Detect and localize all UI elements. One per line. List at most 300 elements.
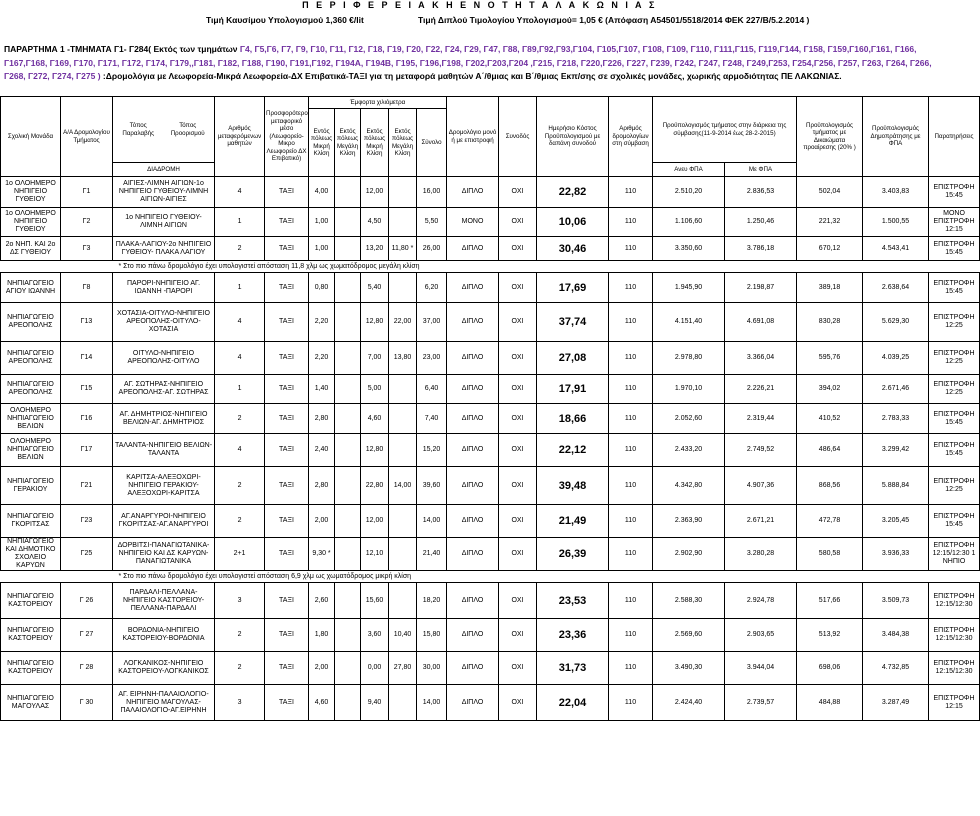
cell-km2 <box>335 467 361 505</box>
cell-km3: 5,00 <box>361 375 389 404</box>
cell-students: 4 <box>215 177 265 208</box>
cell-num-routes: 110 <box>609 237 653 261</box>
table-row <box>1 652 980 685</box>
cell-route-id: Γ 26 <box>61 583 113 619</box>
cell-km2 <box>335 583 361 619</box>
cell-route: ΔΟΡΒΙΤΣΙ-ΠΑΝΑΓΙΩΤΑΝΙΚΑ-ΝΗΠΙΓΕΙΟ ΚΑΙ ΔΣ ΚΑΡΥΩΝ-ΠΑΝΑΓΙΩΤΑΝΙΚΑ <box>113 538 215 571</box>
cell-escort: ΟΧΙ <box>499 652 537 685</box>
cell-daily-cost: 17,69 <box>537 273 609 303</box>
cell-school: ΝΗΠΙΑΓΩΓΕΙΟ ΚΑΣΤΟΡΕΙΟΥ <box>1 652 61 685</box>
cell-total: 16,00 <box>417 177 447 208</box>
cell-budget-option: 394,02 <box>797 375 863 404</box>
cell-budget-public: 2.638,64 <box>863 273 929 303</box>
cell-km1: 2,80 <box>309 467 335 505</box>
cell-route: ΑΓ.ΑΝΑΡΓΥΡΟΙ-ΝΗΠΙΓΕΙΟ ΓΚΟΡΙΤΣΑΣ-ΑΓ.ΑΝΑΡΓΥΡΟΙ <box>113 505 215 538</box>
cell-km3: 5,40 <box>361 273 389 303</box>
cell-total: 14,00 <box>417 685 447 721</box>
cell-km2 <box>335 685 361 721</box>
cell-km3: 7,00 <box>361 342 389 375</box>
cell-daily-cost: 21,49 <box>537 505 609 538</box>
table-row <box>1 538 980 571</box>
cell-budget-public: 2.671,46 <box>863 375 929 404</box>
table-row <box>1 237 980 261</box>
cell-daily-cost: 23,36 <box>537 619 609 652</box>
cell-no-vat: 2.363,90 <box>653 505 725 538</box>
cell-with-vat: 3.944,04 <box>725 652 797 685</box>
cell-students: 2 <box>215 237 265 261</box>
cell-num-routes: 110 <box>609 208 653 237</box>
cell-mono: ΔΙΠΛΟ <box>447 177 499 208</box>
cell-budget-public: 2.783,33 <box>863 404 929 434</box>
cell-with-vat: 1.250,46 <box>725 208 797 237</box>
cell-route: ΒΟΡΔΟΝΙΑ-ΝΗΠΙΓΕΙΟ ΚΑΣΤΟΡΕΙΟΥ-ΒΟΡΔΟΝΙΑ <box>113 619 215 652</box>
cell-km3: 0,00 <box>361 652 389 685</box>
cell-notes: ΕΠΙΣΤΡΟΦΗ 12:15 <box>929 685 980 721</box>
cell-km3: 9,40 <box>361 685 389 721</box>
cell-notes: ΕΠΙΣΤΡΟΦΗ 15:45 <box>929 177 980 208</box>
cell-route-id: Γ2 <box>61 208 113 237</box>
cell-notes: ΕΠΙΣΤΡΟΦΗ 12:25 <box>929 467 980 505</box>
cell-budget-option: 502,04 <box>797 177 863 208</box>
cell-km4: 22,00 <box>389 303 417 342</box>
cell-total: 18,20 <box>417 583 447 619</box>
col-budget-public: Προϋπολογισμός Δημοπράτησης με ΦΠΑ <box>863 97 929 177</box>
cell-students: 2 <box>215 619 265 652</box>
cell-daily-cost: 31,73 <box>537 652 609 685</box>
cell-with-vat: 2.836,53 <box>725 177 797 208</box>
cell-route: 1ο ΝΗΠΙΓΕΙΟ ΓΥΘΕΙΟΥ-ΛΙΜΝΗ ΑΙΓΙΩΝ <box>113 208 215 237</box>
table-row <box>1 375 980 404</box>
cell-vehicle: ΤΑΞΙ <box>265 434 309 467</box>
cell-total: 6,40 <box>417 375 447 404</box>
cell-vehicle: ΤΑΞΙ <box>265 467 309 505</box>
cell-students: 1 <box>215 273 265 303</box>
col-with-vat: Με ΦΠΑ <box>725 163 797 177</box>
cell-km2 <box>335 404 361 434</box>
cell-km3: 13,20 <box>361 237 389 261</box>
cell-school: ΝΗΠΙΑΓΩΓΕΙΟ ΚΑΣΤΟΡΕΙΟΥ <box>1 619 61 652</box>
cell-route-id: Γ 30 <box>61 685 113 721</box>
cell-mono: ΔΙΠΛΟ <box>447 467 499 505</box>
cell-escort: ΟΧΙ <box>499 538 537 571</box>
cell-school: ΝΗΠΙΑΓΩΓΕΙΟ ΚΑΣΤΟΡΕΙΟΥ <box>1 583 61 619</box>
cell-num-routes: 110 <box>609 177 653 208</box>
cell-budget-option: 517,66 <box>797 583 863 619</box>
cell-km1: 1,80 <box>309 619 335 652</box>
cell-mono: ΔΙΠΛΟ <box>447 237 499 261</box>
table-row <box>1 303 980 342</box>
cell-escort: ΟΧΙ <box>499 434 537 467</box>
cell-no-vat: 3.350,60 <box>653 237 725 261</box>
cell-km4 <box>389 404 417 434</box>
cell-no-vat: 4.151,40 <box>653 303 725 342</box>
cell-num-routes: 110 <box>609 652 653 685</box>
cell-escort: ΟΧΙ <box>499 273 537 303</box>
col-school: Σχολική Μονάδα <box>1 97 61 177</box>
cell-daily-cost: 39,48 <box>537 467 609 505</box>
cell-route-id: Γ23 <box>61 505 113 538</box>
cell-km1: 2,20 <box>309 303 335 342</box>
cell-km4: 10,40 <box>389 619 417 652</box>
cell-budget-public: 3.287,49 <box>863 685 929 721</box>
cell-route: ΠΑΡΟΡΙ-ΝΗΠΙΓΕΙΟ ΑΓ. ΙΩΑΝΝΗ -ΠΑΡΟΡΙ <box>113 273 215 303</box>
cell-daily-cost: 10,06 <box>537 208 609 237</box>
cell-km4 <box>389 685 417 721</box>
cell-daily-cost: 22,12 <box>537 434 609 467</box>
cell-km1: 2,40 <box>309 434 335 467</box>
table-row <box>1 404 980 434</box>
col-total: Σύνολο <box>417 109 447 177</box>
cell-mono: ΔΙΠΛΟ <box>447 404 499 434</box>
cell-km1: 1,40 <box>309 375 335 404</box>
cell-escort: ΟΧΙ <box>499 467 537 505</box>
cell-school: ΟΛΟΗΜΕΡΟ ΝΗΠΙΑΓΩΓΕΙΟ ΒΕΛΙΩΝ <box>1 434 61 467</box>
cell-vehicle: ΤΑΞΙ <box>265 685 309 721</box>
cell-escort: ΟΧΙ <box>499 303 537 342</box>
cell-no-vat: 2.052,60 <box>653 404 725 434</box>
cell-km4 <box>389 434 417 467</box>
cell-notes: ΕΠΙΣΤΡΟΦΗ 15:45 <box>929 273 980 303</box>
cell-budget-public: 3.205,45 <box>863 505 929 538</box>
cell-escort: ΟΧΙ <box>499 208 537 237</box>
cell-escort: ΟΧΙ <box>499 404 537 434</box>
col-dest: Τόπος Προορισμού <box>170 122 205 137</box>
cell-school: ΝΗΠΙΑΓΩΓΕΙΟ ΑΓΙΟΥ ΙΩΑΝΝΗ <box>1 273 61 303</box>
cell-with-vat: 4.907,36 <box>725 467 797 505</box>
cell-budget-public: 4.039,25 <box>863 342 929 375</box>
cell-route-id: Γ8 <box>61 273 113 303</box>
cell-budget-public: 5.629,30 <box>863 303 929 342</box>
cell-with-vat: 3.786,18 <box>725 237 797 261</box>
cell-km2 <box>335 652 361 685</box>
cell-escort: ΟΧΙ <box>499 685 537 721</box>
cell-km1: 9,30 * <box>309 538 335 571</box>
cell-school: ΝΗΠΙΑΓΩΓΕΙΟ ΜΑΓΟΥΛΑΣ <box>1 685 61 721</box>
cell-km2 <box>335 303 361 342</box>
cell-mono: ΜΟΝΟ <box>447 208 499 237</box>
cell-budget-option: 484,88 <box>797 685 863 721</box>
col-students: Αριθμός μεταφερόμενων μαθητών <box>215 97 265 177</box>
cell-budget-option: 580,58 <box>797 538 863 571</box>
cell-route-id: Γ1 <box>61 177 113 208</box>
table-note-row <box>1 261 980 273</box>
cell-km1: 2,00 <box>309 505 335 538</box>
cell-vehicle: ΤΑΞΙ <box>265 342 309 375</box>
cell-no-vat: 2.569,60 <box>653 619 725 652</box>
cell-escort: ΟΧΙ <box>499 375 537 404</box>
cell-km4 <box>389 375 417 404</box>
cell-with-vat: 2.739,57 <box>725 685 797 721</box>
col-budget-option: Προϋπολογισμός τμήματος με Δικαιώματα προαίρεσης (20% ) <box>797 97 863 177</box>
cell-budget-option: 486,64 <box>797 434 863 467</box>
col-route-id: Α/Α Δρομολογίου Τμήματος <box>61 97 113 177</box>
cell-route: ΛΟΓΚΑΝΙΚΟΣ-ΝΗΠΙΓΕΙΟ ΚΑΣΤΟΡΕΙΟΥ-ΛΟΓΚΑΝΙΚΟΣ <box>113 652 215 685</box>
cell-vehicle: ΤΑΞΙ <box>265 404 309 434</box>
cell-notes: ΕΠΙΣΤΡΟΦΗ 12:25 <box>929 375 980 404</box>
cell-km4 <box>389 583 417 619</box>
cell-total: 37,00 <box>417 303 447 342</box>
cell-school: 1ο ΟΛΟΗΜΕΡΟ ΝΗΠΙΓΕΙΟ ΓΥΘΕΙΟΥ <box>1 177 61 208</box>
cell-num-routes: 110 <box>609 467 653 505</box>
col-mono: Δρομολόγιο μονό ή με επιστροφή <box>447 97 499 177</box>
cell-km3: 3,60 <box>361 619 389 652</box>
cell-km3: 22,80 <box>361 467 389 505</box>
cell-notes: ΕΠΙΣΤΡΟΦΗ 15:45 <box>929 434 980 467</box>
cell-km1: 1,00 <box>309 237 335 261</box>
cell-mono: ΔΙΠΛΟ <box>447 505 499 538</box>
cell-num-routes: 110 <box>609 273 653 303</box>
cell-daily-cost: 18,66 <box>537 404 609 434</box>
annex-excluded: Γ4, Γ5,Γ6, Γ7, Γ9, Γ10, Γ11, Γ12, Γ18, Γ19, Γ20, Γ22, Γ24, Γ29, Γ47, Γ88, Γ89,Γ92,Γ93,Γ104, Γ105,Γ107, Γ108, Γ109, Γ110, Γ111,Γ115, Γ119,Γ144, Γ158, Γ159,Γ160,Γ161, Γ166, Γ167,Γ168, Γ169, Γ170, Γ171, Γ172, Γ174, Γ179,,Γ181, Γ182, Γ188, Γ190, Γ191,Γ192, Γ194Α, Γ194Β, Γ195, Γ196,Γ198, Γ202,Γ203,Γ204 ,Γ215, Γ218, Γ220,Γ226, Γ227, Γ239, Γ242, Γ247, Γ248, Γ249,Γ253, Γ254,Γ256, Γ257, Γ263, Γ264, Γ266, Γ268, Γ272, Γ274, Γ275 ) <box>4 44 932 81</box>
cell-route: ΤΑΛΑΝΤΑ-ΝΗΠΙΓΕΙΟ ΒΕΛΙΩΝ-ΤΑΛΑΝΤΑ <box>113 434 215 467</box>
cell-budget-option: 698,06 <box>797 652 863 685</box>
cell-route: ΟΙΤΥΛΟ-ΝΗΠΙΓΕΙΟ ΑΡΕΟΠΟΛΗΣ-ΟΙΤΥΛΟ <box>113 342 215 375</box>
cell-km4: 14,00 <box>389 467 417 505</box>
cell-total: 7,40 <box>417 404 447 434</box>
cell-km2 <box>335 505 361 538</box>
cell-route-id: Γ17 <box>61 434 113 467</box>
cell-mono: ΔΙΠΛΟ <box>447 685 499 721</box>
cell-escort: ΟΧΙ <box>499 619 537 652</box>
region-header: Π Ε Ρ Ι Φ Ε Ρ Ε Ι Α Κ Η Ε Ν Ο Τ Η Τ Α Λ Α Κ Ω Ν Ι Α Σ <box>302 0 657 10</box>
cell-budget-option: 868,56 <box>797 467 863 505</box>
cell-with-vat: 2.671,21 <box>725 505 797 538</box>
cell-route-id: Γ21 <box>61 467 113 505</box>
cell-km4: 13,80 <box>389 342 417 375</box>
table-row <box>1 208 980 237</box>
cell-route-id: Γ16 <box>61 404 113 434</box>
cell-route: ΑΓ. ΣΩΤΗΡΑΣ-ΝΗΠΙΓΕΙΟ ΑΡΕΟΠΟΛΗΣ-ΑΓ. ΣΩΤΗΡΑΣ <box>113 375 215 404</box>
cell-vehicle: ΤΑΞΙ <box>265 538 309 571</box>
annex-suffix: :Δρομολόγια με Λεωφορεία-Μικρά Λεωφορεία-ΔΧ Επιβατικά-ΤΑΞΙ για τη μεταφορά μαθητών Α΄/θμιας και Β΄/θμιας Εκπ/σης σε σχολικές μονάδες, χωρικής αρμοδιότητας ΠΕ ΛΑΚΩΝΙΑΣ. <box>100 71 842 81</box>
cell-mono: ΔΙΠΛΟ <box>447 619 499 652</box>
cell-no-vat: 1.970,10 <box>653 375 725 404</box>
cell-total: 15,20 <box>417 434 447 467</box>
cell-vehicle: ΤΑΞΙ <box>265 583 309 619</box>
table-row <box>1 273 980 303</box>
col-km4: Εκτός πόλεως Μεγάλη Κλίση <box>389 109 417 177</box>
cell-notes: ΕΠΙΣΤΡΟΦΗ 12:15/12:30 <box>929 583 980 619</box>
cell-total: 23,00 <box>417 342 447 375</box>
col-places <box>113 97 215 163</box>
cell-budget-public: 3.936,33 <box>863 538 929 571</box>
cell-km3: 4,50 <box>361 208 389 237</box>
cell-budget-option: 410,52 <box>797 404 863 434</box>
cell-km3: 12,80 <box>361 303 389 342</box>
col-daily-cost: Ημερήσιο Κόστος Προϋπολογισμού με δαπάνη συνοδού <box>537 97 609 177</box>
cell-students: 4 <box>215 342 265 375</box>
cell-vehicle: ΤΑΞΙ <box>265 273 309 303</box>
cell-no-vat: 1.106,60 <box>653 208 725 237</box>
cell-num-routes: 110 <box>609 505 653 538</box>
cell-km4: 11,80 * <box>389 237 417 261</box>
annex-title <box>4 43 955 84</box>
cell-budget-public: 4.543,41 <box>863 237 929 261</box>
cell-with-vat: 2.226,21 <box>725 375 797 404</box>
cell-total: 5,50 <box>417 208 447 237</box>
cell-no-vat: 2.424,40 <box>653 685 725 721</box>
cell-mono: ΔΙΠΛΟ <box>447 652 499 685</box>
cell-notes: ΕΠΙΣΤΡΟΦΗ 12:15/12:30 <box>929 652 980 685</box>
cell-route: ΑΙΓΙΕΣ-ΛΙΜΝΗ ΑΙΓΙΩΝ-1ο ΝΗΠΙΓΕΙΟ ΓΥΘΕΙΟΥ-ΛΙΜΝΗ ΑΙΓΙΩΝ-ΑΙΓΙΕΣ <box>113 177 215 208</box>
cell-mono: ΔΙΠΛΟ <box>447 273 499 303</box>
cell-km3: 12,80 <box>361 434 389 467</box>
cell-mono: ΔΙΠΛΟ <box>447 342 499 375</box>
cell-with-vat: 2.924,78 <box>725 583 797 619</box>
cell-with-vat: 3.366,04 <box>725 342 797 375</box>
routes-table <box>0 96 980 721</box>
cell-num-routes: 110 <box>609 342 653 375</box>
col-km1: Εντός πόλεως Μικρή Κλίση <box>309 109 335 177</box>
cell-with-vat: 4.691,08 <box>725 303 797 342</box>
table-row <box>1 434 980 467</box>
cell-route: ΑΓ. ΔΗΜΗΤΡΙΟΣ-ΝΗΠΙΓΕΙΟ ΒΕΛΙΩΝ-ΑΓ. ΔΗΜΗΤΡΙΟΣ <box>113 404 215 434</box>
cell-km1: 2,00 <box>309 652 335 685</box>
table-row <box>1 467 980 505</box>
cell-route-id: Γ3 <box>61 237 113 261</box>
cell-route-id: Γ13 <box>61 303 113 342</box>
cell-budget-option: 830,28 <box>797 303 863 342</box>
table-row <box>1 619 980 652</box>
cell-no-vat: 2.978,80 <box>653 342 725 375</box>
cell-vehicle: ΤΑΞΙ <box>265 505 309 538</box>
cell-notes: ΕΠΙΣΤΡΟΦΗ 15:45 <box>929 237 980 261</box>
cell-escort: ΟΧΙ <box>499 342 537 375</box>
cell-daily-cost: 22,82 <box>537 177 609 208</box>
cell-route-id: Γ 28 <box>61 652 113 685</box>
cell-school: ΝΗΠΙΑΓΩΓΕΙΟ ΓΕΡΑΚΙΟΥ <box>1 467 61 505</box>
cell-vehicle: ΤΑΞΙ <box>265 375 309 404</box>
cell-daily-cost: 30,46 <box>537 237 609 261</box>
cell-num-routes: 110 <box>609 583 653 619</box>
cell-km3: 12,10 <box>361 538 389 571</box>
cell-students: 2 <box>215 467 265 505</box>
cell-total: 6,20 <box>417 273 447 303</box>
cell-route: ΠΑΡΔΑΛΙ-ΠΕΛΛΑΝΑ-ΝΗΠΙΓΕΙΟ ΚΑΣΤΟΡΕΙΟΥ-ΠΕΛΛΑΝΑ-ΠΑΡΔΑΛΙ <box>113 583 215 619</box>
cell-with-vat: 2.198,87 <box>725 273 797 303</box>
cell-total: 30,00 <box>417 652 447 685</box>
cell-km1: 2,60 <box>309 583 335 619</box>
cell-km1: 4,00 <box>309 177 335 208</box>
cell-students: 3 <box>215 583 265 619</box>
cell-daily-cost: 22,04 <box>537 685 609 721</box>
cell-num-routes: 110 <box>609 685 653 721</box>
cell-km1: 2,20 <box>309 342 335 375</box>
table-row <box>1 685 980 721</box>
cell-no-vat: 2.588,30 <box>653 583 725 619</box>
col-notes: Παρατηρήσεις <box>929 97 980 177</box>
cell-km2 <box>335 208 361 237</box>
table-body <box>1 177 980 721</box>
cell-km4 <box>389 177 417 208</box>
cell-budget-option: 472,78 <box>797 505 863 538</box>
cell-route-id: Γ25 <box>61 538 113 571</box>
cell-daily-cost: 26,39 <box>537 538 609 571</box>
col-km2: Εκτός πόλεως Μεγάλη Κλίση <box>335 109 361 177</box>
cell-route: ΚΑΡΙΤΣΑ-ΑΛΕΞΟΧΩΡΙ-ΝΗΠΙΓΕΙΟ ΓΕΡΑΚΙΟΥ-ΑΛΕΞΟΧΩΡΙ-ΚΑΡΙΤΣΑ <box>113 467 215 505</box>
cell-budget-option: 670,12 <box>797 237 863 261</box>
table-header <box>1 97 980 177</box>
cell-notes: ΜΟΝΟ ΕΠΙΣΤΡΟΦΗ 12:15 <box>929 208 980 237</box>
cell-escort: ΟΧΙ <box>499 505 537 538</box>
cell-mono: ΔΙΠΛΟ <box>447 583 499 619</box>
cell-notes: ΕΠΙΣΤΡΟΦΗ 12:15/12:30 1 ΝΗΠΙΟ <box>929 538 980 571</box>
col-km-group: Έμφορτα χιλιόμετρα <box>309 97 447 109</box>
col-route: ΔΙΑΔΡΟΜΗ <box>113 163 215 177</box>
cell-notes: ΕΠΙΣΤΡΟΦΗ 15:45 <box>929 404 980 434</box>
cell-km4: 27,80 <box>389 652 417 685</box>
cell-budget-option: 595,76 <box>797 342 863 375</box>
cell-daily-cost: 17,91 <box>537 375 609 404</box>
cell-school: ΝΗΠΙΑΓΩΓΕΙΟ ΑΡΕΟΠΟΛΗΣ <box>1 375 61 404</box>
cell-budget-public: 3.403,83 <box>863 177 929 208</box>
col-vehicle: Προσφορότερο μεταφορικό μέσο (Λεωφορείο-Μικρο Λεωφορείο ΔΧ Επιβατικό) <box>265 97 309 177</box>
cell-escort: ΟΧΙ <box>499 583 537 619</box>
cell-with-vat: 2.319,44 <box>725 404 797 434</box>
col-pickup: Τόπος Παραλαβής <box>122 122 155 137</box>
cell-km4 <box>389 505 417 538</box>
col-num-routes: Αριθμός δρομολογίων στη σύμβαση <box>609 97 653 177</box>
cell-num-routes: 110 <box>609 619 653 652</box>
cell-km2 <box>335 375 361 404</box>
cell-escort: ΟΧΙ <box>499 237 537 261</box>
cell-with-vat: 2.749,52 <box>725 434 797 467</box>
table-note-row <box>1 571 980 583</box>
cell-km2 <box>335 434 361 467</box>
table-row <box>1 505 980 538</box>
cell-num-routes: 110 <box>609 434 653 467</box>
cell-budget-public: 1.500,55 <box>863 208 929 237</box>
cell-notes: ΕΠΙΣΤΡΟΦΗ 12:25 <box>929 303 980 342</box>
cell-mono: ΔΙΠΛΟ <box>447 434 499 467</box>
cell-total: 26,00 <box>417 237 447 261</box>
cell-route-id: Γ 27 <box>61 619 113 652</box>
cell-no-vat: 3.490,30 <box>653 652 725 685</box>
cell-km4 <box>389 538 417 571</box>
table-row <box>1 342 980 375</box>
cell-total: 15,80 <box>417 619 447 652</box>
cell-km2 <box>335 538 361 571</box>
cell-school: 2ο ΝΗΠ. ΚΑΙ 2ο ΔΣ ΓΥΘΕΙΟΥ <box>1 237 61 261</box>
cell-students: 2+1 <box>215 538 265 571</box>
cell-km2 <box>335 619 361 652</box>
cell-route: ΑΓ. ΕΙΡΗΝΗ-ΠΑΛΑΙΟΛΟΓΙΟ-ΝΗΠΙΓΕΙΟ ΜΑΓΟΥΛΑΣ-ΠΑΛΑΙΟΛΟΓΙΟ-ΑΓ.ΕΙΡΗΝΗ <box>113 685 215 721</box>
cell-km1: 4,60 <box>309 685 335 721</box>
cell-total: 39,60 <box>417 467 447 505</box>
cell-km1: 2,80 <box>309 404 335 434</box>
cell-daily-cost: 23,53 <box>537 583 609 619</box>
col-no-vat: Ανευ ΦΠΑ <box>653 163 725 177</box>
cell-num-routes: 110 <box>609 375 653 404</box>
cell-budget-public: 3.484,38 <box>863 619 929 652</box>
cell-school: ΟΛΟΗΜΕΡΟ ΝΗΠΙΑΓΩΓΕΙΟ ΒΕΛΙΩΝ <box>1 404 61 434</box>
cell-budget-public: 4.732,85 <box>863 652 929 685</box>
cell-km2 <box>335 342 361 375</box>
double-price: Τιμή Διπλού Τιμολογίου Υπολογισμού= 1,05 € (Απόφαση Α54501/5518/2014 ΦΕΚ 227/Β/5.2.2014 ) <box>418 15 810 25</box>
cell-students: 2 <box>215 652 265 685</box>
cell-vehicle: ΤΑΞΙ <box>265 619 309 652</box>
cell-budget-option: 513,92 <box>797 619 863 652</box>
cell-notes: ΕΠΙΣΤΡΟΦΗ 12:25 <box>929 342 980 375</box>
cell-with-vat: 3.280,28 <box>725 538 797 571</box>
cell-route-id: Γ15 <box>61 375 113 404</box>
cell-students: 1 <box>215 375 265 404</box>
table-row <box>1 583 980 619</box>
cell-school: ΝΗΠΙΑΓΩΓΕΙΟ ΚΑΙ ΔΗΜΟΤΙΚΟ ΣΧΟΛΕΙΟ ΚΑΡΥΩΝ <box>1 538 61 571</box>
route-footnote: * Στο πιο πάνω δρομολόγιο έχει υπολογιστεί απόσταση 6,9 χλμ ως χωματόδρομος μικρή κλίση <box>118 572 412 580</box>
cell-no-vat: 2.902,90 <box>653 538 725 571</box>
cell-km3: 4,60 <box>361 404 389 434</box>
